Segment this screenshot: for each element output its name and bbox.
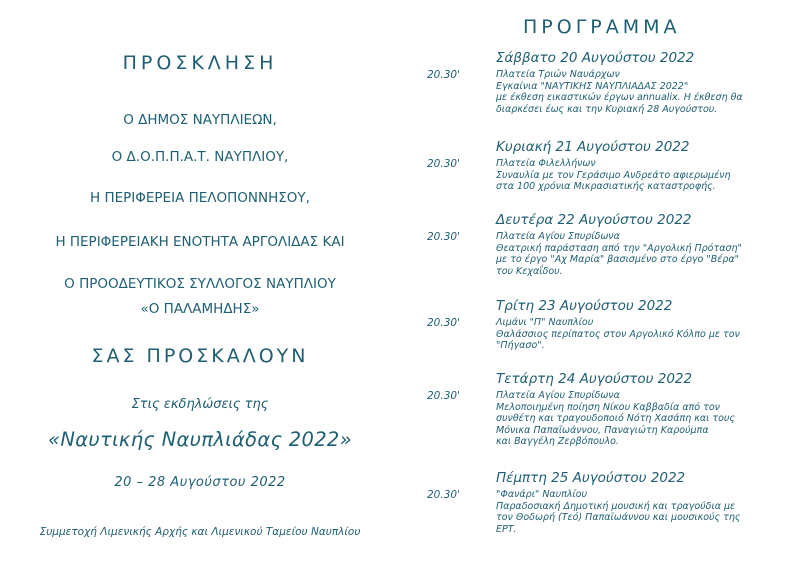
- event-detail-line: με το έργο "Αχ Μαρία" βασισμένο στο έργο "Βέρα": [496, 254, 740, 265]
- event-detail-line: Μελοποιημένη ποίηση Νίκου Καββαδία από τον: [496, 401, 720, 413]
- program-title: ΠΡΟΓΡΑΜΜΑ: [523, 16, 681, 38]
- participation-note: Συμμετοχή Λιμενικής Αρχής και Λιμενικού Ταμείου Ναυπλίου: [39, 526, 361, 538]
- event-detail-line: "Πήγασο".: [496, 340, 545, 351]
- event-details: [496, 158, 786, 193]
- events-intro: Στις εκδηλώσεις της: [131, 397, 269, 412]
- event-day: Σάββατο 20 Αυγούστου 2022: [496, 50, 695, 66]
- event-detail-line: Εγκαίνια "ΝΑΥΤΙΚΗΣ ΝΑΥΠΛΙΑΔΑΣ 2022": [496, 80, 689, 92]
- event-details: [496, 317, 786, 352]
- event-detail-line: ΕΡΤ.: [496, 523, 517, 535]
- event-time: 20.30': [427, 158, 460, 170]
- event-time: 20.30': [427, 69, 460, 81]
- event-time: 20.30': [427, 231, 460, 243]
- event-detail-line: του Κεχαΐδου.: [496, 265, 563, 277]
- invite-heading: ΣΑΣ ΠΡΟΣΚΑΛΟΥΝ: [91, 345, 309, 367]
- event-details: [496, 390, 786, 448]
- event-details: [496, 231, 786, 277]
- event-detail-line: Μόνικα Παπαϊωάννου, Παναγιώτη Καρούμπα: [496, 424, 709, 436]
- organizer-line: Η ΠΕΡΙΦΕΡΕΙΑ ΠΕΛΟΠΟΝΝΗΣΟΥ,: [90, 190, 310, 206]
- organizer-line: Ο ΠΡΟΟΔΕΥΤΙΚΟΣ ΣΥΛΛΟΓΟΣ ΝΑΥΠΛΙΟΥ: [64, 276, 336, 292]
- event-detail-line: συνθέτη και τραγουδοποιό Νότη Χασάπη και τους: [496, 413, 735, 424]
- event-day: Τρίτη 23 Αυγούστου 2022: [496, 298, 673, 314]
- event-detail-line: Πλατεία Αγίου Σπυρίδωνα: [496, 390, 620, 401]
- event-detail-line: Θεατρική παράσταση από την "Αργολική Πρόταση": [496, 242, 742, 254]
- event-time: 20.30': [427, 390, 460, 402]
- event-details: [496, 69, 786, 115]
- event-time: 20.30': [427, 317, 460, 329]
- event-day: Δευτέρα 22 Αυγούστου 2022: [496, 212, 692, 228]
- event-detail-line: και Βαγγέλη Ζερβόπουλο.: [496, 436, 619, 447]
- event-time: 20.30': [427, 489, 460, 501]
- event-detail-line: στα 100 χρόνια Μικρασιατικής καταστροφής.: [496, 181, 716, 192]
- festival-dates: 20 – 28 Αυγούστου 2022: [114, 475, 286, 490]
- event-detail-line: με έκθεση εικαστικών έργων annualix. Η έκθεση θα: [496, 92, 743, 103]
- event-detail-line: Πλατεία Αγίου Σπυρίδωνα: [496, 231, 620, 242]
- event-detail-line: Παραδοσιακή Δημοτική μουσική και τραγούδια με: [496, 500, 736, 512]
- organizer-line: Ο ΔΗΜΟΣ ΝΑΥΠΛΙΕΩΝ,: [123, 112, 277, 128]
- event-day: Κυριακή 21 Αυγούστου 2022: [496, 139, 690, 155]
- event-detail-line: Πλατεία Φιλελλήνων: [496, 158, 596, 169]
- organizer-line: Η ΠΕΡΙΦΕΡΕΙΑΚΗ ΕΝΟΤΗΤΑ ΑΡΓΟΛΙΔΑΣ ΚΑΙ: [55, 234, 345, 250]
- event-day: Πέμπτη 25 Αυγούστου 2022: [496, 470, 686, 486]
- organizer-line: «Ο ΠΑΛΑΜΗΔΗΣ»: [140, 301, 260, 317]
- organizer-line: Ο Δ.Ο.Π.Π.Α.Τ. ΝΑΥΠΛΙΟΥ,: [111, 149, 289, 165]
- invitation-title: ΠΡΟΣΚΛΗΣΗ: [122, 52, 278, 74]
- event-detail-line: "Φανάρι" Ναυπλίου: [496, 489, 588, 500]
- event-detail-line: διαρκέσει έως και την Κυριακή 28 Αυγούστου.: [496, 103, 718, 115]
- event-detail-line: Λιμάνι "Π" Ναυπλίου: [496, 317, 594, 328]
- event-detail-line: Πλατεία Τριών Ναυάρχων: [496, 69, 620, 80]
- event-detail-line: τον Θοδωρή (Τεό) Παπαϊωάννου και μουσικούς της: [496, 512, 741, 523]
- event-detail-line: Θαλάσσιος περίπατος στον Αργολικό Κόλπο με τον: [496, 328, 740, 340]
- event-detail-line: Συναυλία με τον Γεράσιμο Ανδρεάτο αφιερωμένη: [496, 169, 731, 181]
- event-details: [496, 489, 786, 535]
- festival-name: «Ναυτικής Ναυπλιάδας 2022»: [48, 428, 352, 451]
- event-day: Τετάρτη 24 Αυγούστου 2022: [496, 371, 693, 387]
